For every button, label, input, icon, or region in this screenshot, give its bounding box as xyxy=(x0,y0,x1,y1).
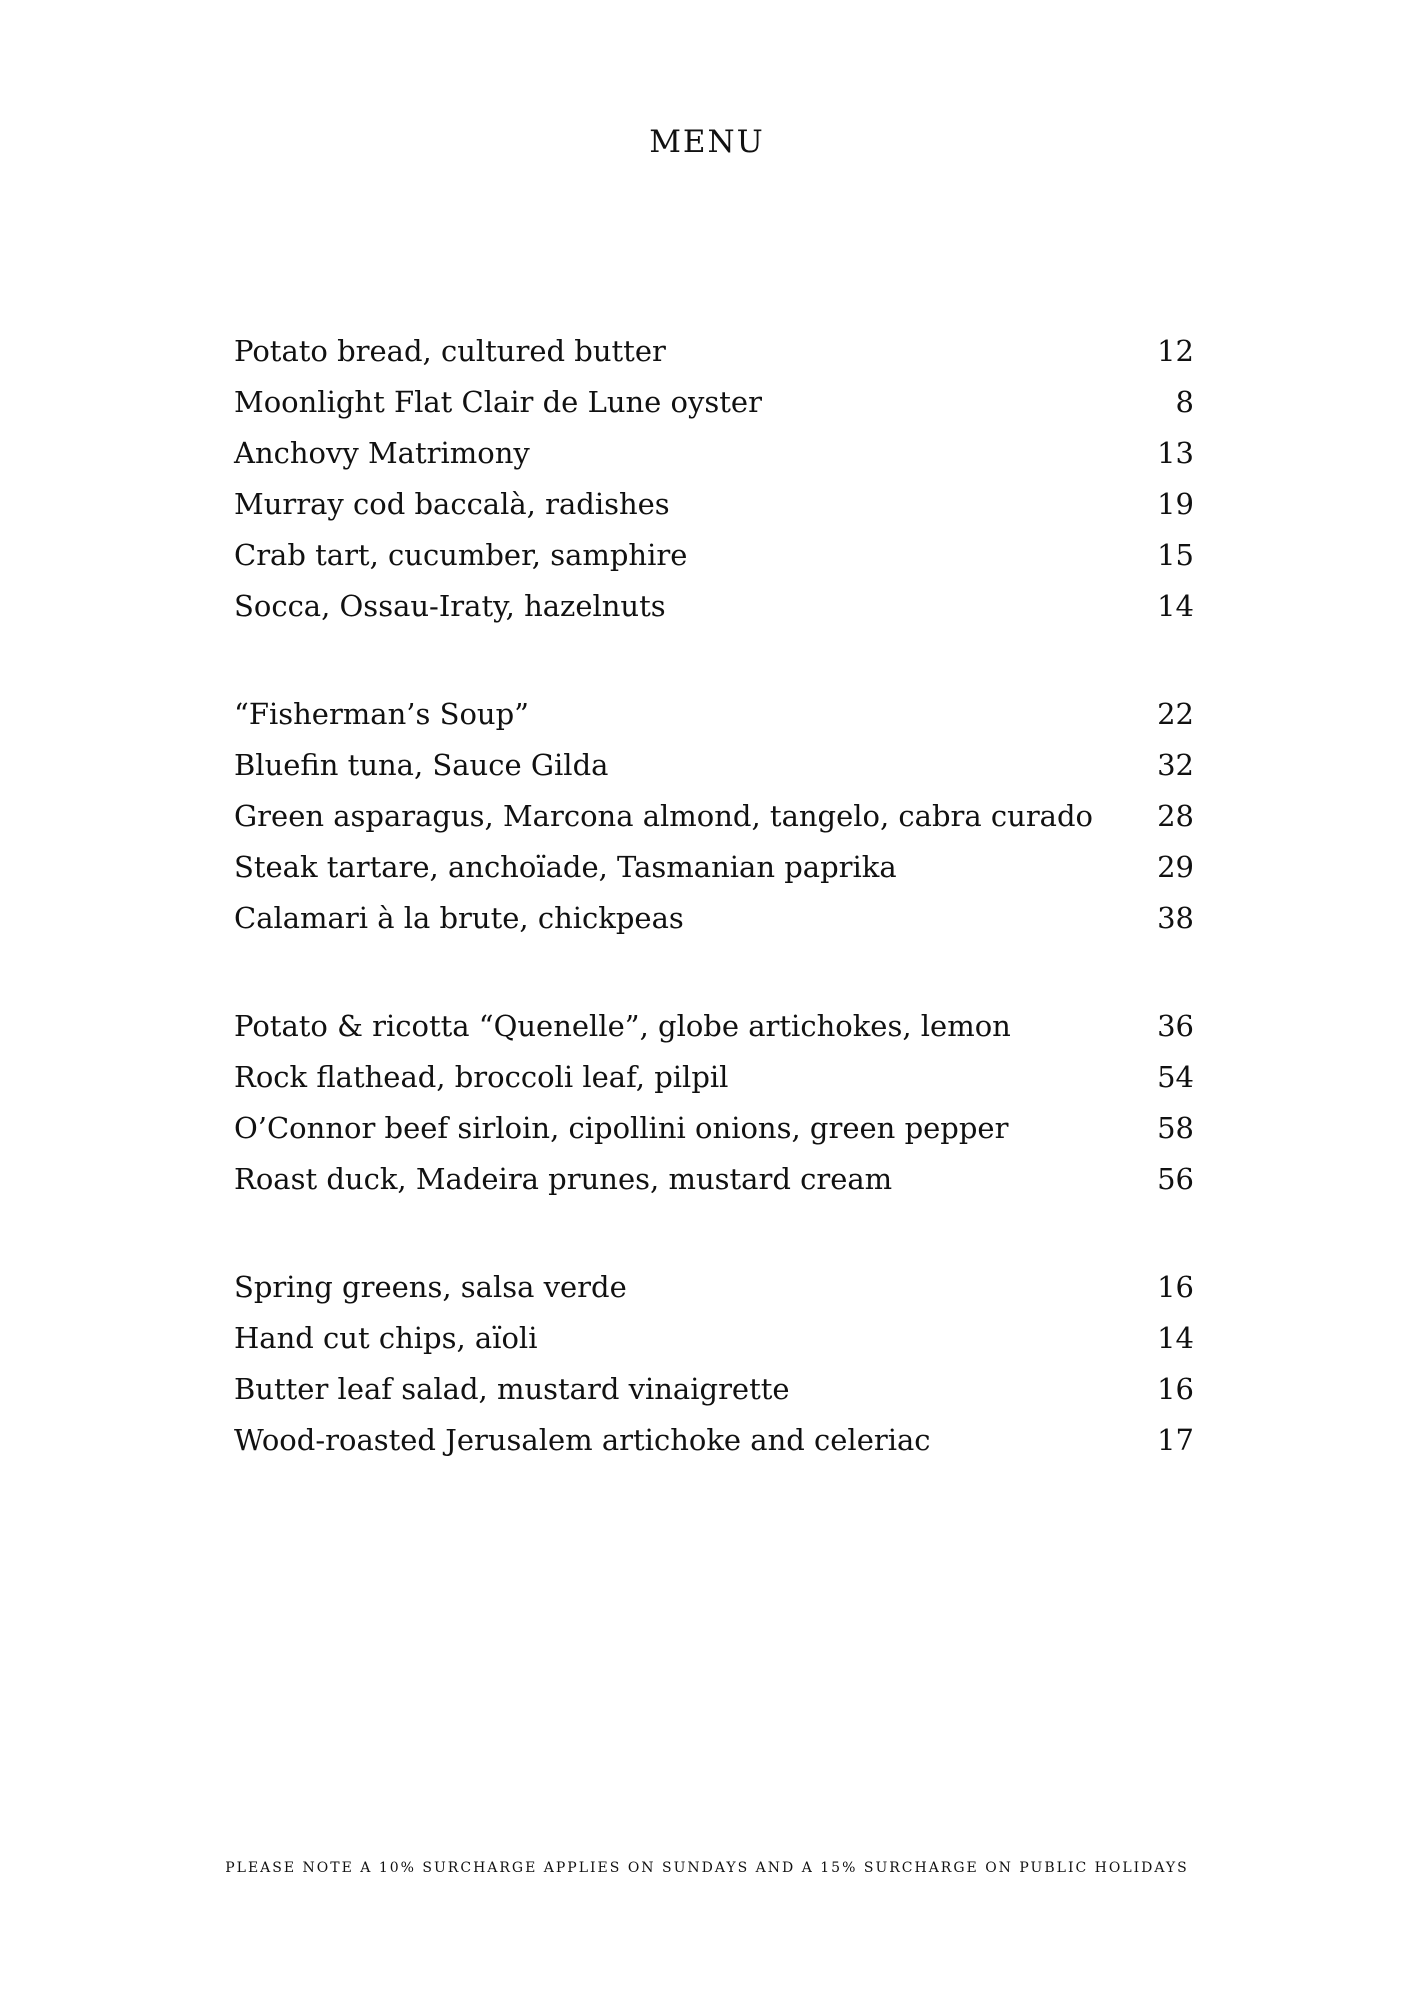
item-name: Butter leaf salad, mustard vinaigrette xyxy=(234,1372,790,1406)
item-price: 16 xyxy=(1157,1270,1194,1304)
item-name: Hand cut chips, aïoli xyxy=(234,1321,538,1355)
surcharge-note: PLEASE NOTE A 10% SURCHARGE APPLIES ON SUNDAYS AND A 15% SURCHARGE ON PUBLIC HOLIDAYS xyxy=(225,1860,1189,1876)
item-name: Socca, Ossau-Iraty, hazelnuts xyxy=(234,589,666,623)
item-price: 38 xyxy=(1157,901,1194,935)
item-name: Roast duck, Madeira prunes, mustard cream xyxy=(234,1162,893,1196)
item-price: 17 xyxy=(1157,1423,1194,1457)
item-name: Calamari à la brute, chickpeas xyxy=(234,901,684,935)
menu-section xyxy=(234,689,1194,944)
item-name: O’Connor beef sirloin, cipollini onions, green pepper xyxy=(234,1111,1009,1145)
item-name: Spring greens, salsa verde xyxy=(234,1270,627,1304)
menu-item xyxy=(234,326,1194,377)
menu-item xyxy=(234,1154,1194,1205)
menu-item xyxy=(234,1001,1194,1052)
item-price: 15 xyxy=(1157,538,1194,572)
item-name: Potato & ricotta “Quenelle”, globe artichokes, lemon xyxy=(234,1009,1011,1043)
menu-item xyxy=(234,893,1194,944)
menu-sections xyxy=(234,326,1194,1523)
menu-item xyxy=(234,1313,1194,1364)
menu-section xyxy=(234,1262,1194,1466)
item-price: 13 xyxy=(1157,436,1194,470)
item-price: 36 xyxy=(1157,1009,1194,1043)
item-name: Anchovy Matrimony xyxy=(234,436,530,470)
item-price: 29 xyxy=(1157,850,1194,884)
item-name: Moonlight Flat Clair de Lune oyster xyxy=(234,385,762,419)
menu-item xyxy=(234,581,1194,632)
item-price: 8 xyxy=(1175,385,1194,419)
item-price: 16 xyxy=(1157,1372,1194,1406)
item-name: Murray cod baccalà, radishes xyxy=(234,487,670,521)
item-price: 19 xyxy=(1157,487,1194,521)
menu-item xyxy=(234,740,1194,791)
menu-item xyxy=(234,530,1194,581)
menu-item xyxy=(234,1103,1194,1154)
menu-title: MENU xyxy=(649,124,765,160)
item-price: 58 xyxy=(1157,1111,1194,1145)
item-price: 14 xyxy=(1157,589,1194,623)
menu-item xyxy=(234,1364,1194,1415)
menu-item xyxy=(234,791,1194,842)
item-price: 32 xyxy=(1157,748,1194,782)
item-price: 28 xyxy=(1157,799,1194,833)
item-price: 14 xyxy=(1157,1321,1194,1355)
item-name: Bluefin tuna, Sauce Gilda xyxy=(234,748,609,782)
item-name: Potato bread, cultured butter xyxy=(234,334,666,368)
item-name: Green asparagus, Marcona almond, tangelo, cabra curado xyxy=(234,799,1093,833)
menu-item xyxy=(234,689,1194,740)
menu-item xyxy=(234,428,1194,479)
item-price: 12 xyxy=(1157,334,1194,368)
item-price: 22 xyxy=(1157,697,1194,731)
menu-item xyxy=(234,377,1194,428)
item-name: Crab tart, cucumber, samphire xyxy=(234,538,688,572)
item-name: Wood-roasted Jerusalem artichoke and celeriac xyxy=(234,1423,931,1457)
menu-item xyxy=(234,1415,1194,1466)
menu-section xyxy=(234,1001,1194,1205)
menu-item xyxy=(234,479,1194,530)
menu-item xyxy=(234,1052,1194,1103)
menu-item xyxy=(234,1262,1194,1313)
item-name: “Fisherman’s Soup” xyxy=(234,697,529,731)
item-name: Steak tartare, anchoïade, Tasmanian paprika xyxy=(234,850,897,884)
menu-section xyxy=(234,326,1194,632)
item-name: Rock flathead, broccoli leaf, pilpil xyxy=(234,1060,729,1094)
item-price: 54 xyxy=(1157,1060,1194,1094)
menu-item xyxy=(234,842,1194,893)
item-price: 56 xyxy=(1157,1162,1194,1196)
